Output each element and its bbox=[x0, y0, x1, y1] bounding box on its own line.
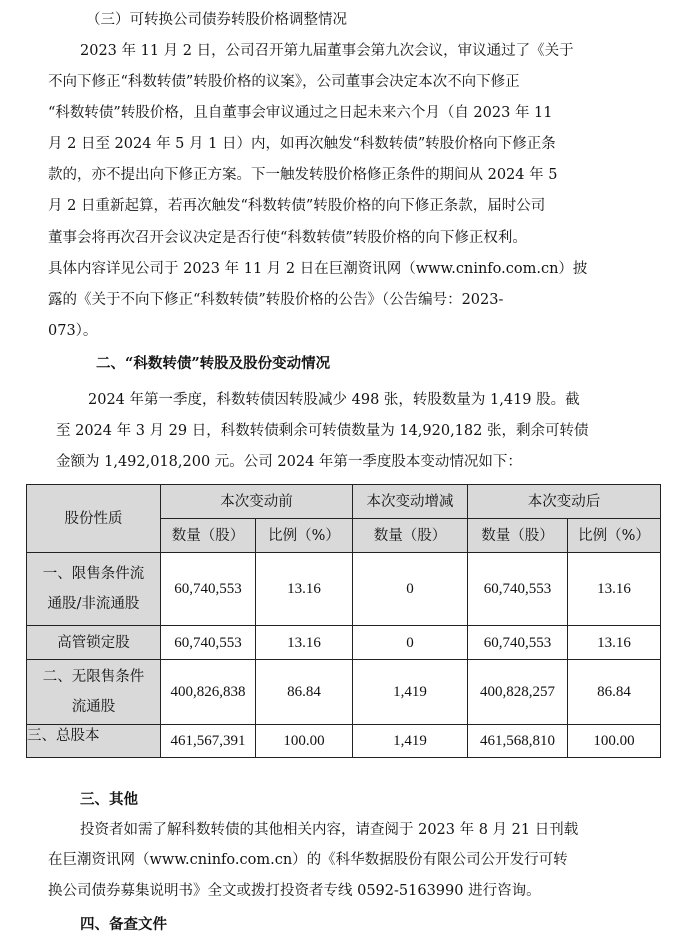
after-qty: 60,740,553 bbox=[468, 626, 568, 660]
paragraph-line: 月 2 日至 2024 年 5 月 1 日）内，如再次触发“科数转债”转股价格向下修正条 bbox=[48, 136, 556, 152]
paragraph-line: 月 2 日重新起算，若再次触发“科数转债”转股价格的向下修正条款，届时公司 bbox=[48, 198, 546, 214]
table-row bbox=[27, 553, 661, 626]
paragraph-line: 073）。 bbox=[48, 323, 98, 339]
after-ratio: 13.16 bbox=[568, 626, 661, 660]
subsection-heading: （三）可转换公司债券转股价格调整情况 bbox=[86, 12, 347, 28]
header-qty: 数量（股） bbox=[161, 519, 256, 553]
table-row bbox=[27, 626, 661, 660]
row-label bbox=[27, 553, 161, 626]
change-qty: 0 bbox=[353, 626, 468, 660]
paragraph-line: 金额为 1,492,018,200 元。公司 2024 年第一季度股本变动情况如下： bbox=[56, 454, 522, 470]
paragraph-line: 换公司债券募集说明书》全文或拨打投资者专线 0592-5163990 进行咨询。 bbox=[48, 883, 541, 899]
paragraph-line: 在巨潮资讯网（www.cninfo.com.cn）的《科华数据股份有限公司公开发行可转 bbox=[48, 852, 568, 868]
table-row bbox=[27, 660, 661, 725]
before-ratio: 13.16 bbox=[256, 626, 353, 660]
row-label: 三、总股本 bbox=[27, 725, 161, 758]
before-ratio: 86.84 bbox=[256, 660, 353, 725]
after-ratio: 100.00 bbox=[568, 725, 661, 758]
header-before: 本次变动前 bbox=[161, 485, 353, 519]
header-nature: 股份性质 bbox=[27, 485, 161, 553]
section-heading: 三、其他 bbox=[80, 791, 138, 808]
header-change: 本次变动增减 bbox=[353, 485, 468, 519]
share-change-table bbox=[26, 484, 661, 758]
header-ratio: 比例（%） bbox=[256, 519, 353, 553]
row-label: 高管锁定股 bbox=[27, 626, 161, 660]
header-qty: 数量（股） bbox=[468, 519, 568, 553]
before-qty: 60,740,553 bbox=[161, 553, 256, 626]
after-qty: 60,740,553 bbox=[468, 553, 568, 626]
paragraph-line: 具体内容详见公司于 2023 年 11 月 2 日在巨潮资讯网（www.cninfo.com.cn）披 bbox=[48, 261, 588, 277]
paragraph-line: “科数转债”转股价格，且自董事会审议通过之日起未来六个月（自 2023 年 11 bbox=[48, 105, 553, 121]
row-label-line: 通股/非流通股 bbox=[47, 596, 140, 612]
before-ratio: 100.00 bbox=[256, 725, 353, 758]
row-label-line: 一、限售条件流 bbox=[42, 566, 145, 582]
after-qty: 400,828,257 bbox=[468, 660, 568, 725]
after-ratio: 86.84 bbox=[568, 660, 661, 725]
paragraph-line: 不向下修正“科数转债”转股价格的议案》，公司董事会决定本次不向下修正 bbox=[48, 74, 520, 90]
paragraph-line: 2023 年 11 月 2 日，公司召开第九届董事会第九次会议，审议通过了《关于 bbox=[80, 43, 574, 59]
header-after: 本次变动后 bbox=[468, 485, 661, 519]
before-ratio: 13.16 bbox=[256, 553, 353, 626]
change-qty: 1,419 bbox=[353, 725, 468, 758]
header-ratio: 比例（%） bbox=[568, 519, 661, 553]
paragraph-line: 投资者如需了解科数转债的其他相关内容，请查阅于 2023 年 8 月 21 日刊载 bbox=[80, 822, 579, 838]
paragraph-line: 露的《关于不向下修正“科数转债”转股价格的公告》（公告编号：2023- bbox=[48, 292, 504, 308]
section-heading: 四、备查文件 bbox=[80, 916, 167, 933]
before-qty: 60,740,553 bbox=[161, 626, 256, 660]
row-label-line: 二、无限售条件 bbox=[42, 669, 145, 685]
row-label bbox=[27, 660, 161, 725]
change-qty: 1,419 bbox=[353, 660, 468, 725]
before-qty: 461,567,391 bbox=[161, 725, 256, 758]
paragraph-line: 款的，亦不提出向下修正方案。下一触发转股价格修正条件的期间从 2024 年 5 bbox=[48, 167, 558, 183]
table-row bbox=[27, 725, 661, 758]
header-qty: 数量（股） bbox=[353, 519, 468, 553]
row-label-line: 流通股 bbox=[71, 699, 116, 715]
paragraph-line: 2024 年第一季度，科数转债因转股减少 498 张，转股数量为 1,419 股。截 bbox=[88, 392, 580, 408]
change-qty: 0 bbox=[353, 553, 468, 626]
paragraph-line: 董事会将再次召开会议决定是否行使“科数转债”转股价格的向下修正权利。 bbox=[48, 230, 527, 246]
before-qty: 400,826,838 bbox=[161, 660, 256, 725]
after-ratio: 13.16 bbox=[568, 553, 661, 626]
after-qty: 461,568,810 bbox=[468, 725, 568, 758]
section-heading: 二、“科数转债”转股及股份变动情况 bbox=[96, 355, 331, 372]
paragraph-line: 至 2024 年 3 月 29 日，科数转债剩余可转债数量为 14,920,182 张，剩余可转债 bbox=[56, 423, 589, 439]
